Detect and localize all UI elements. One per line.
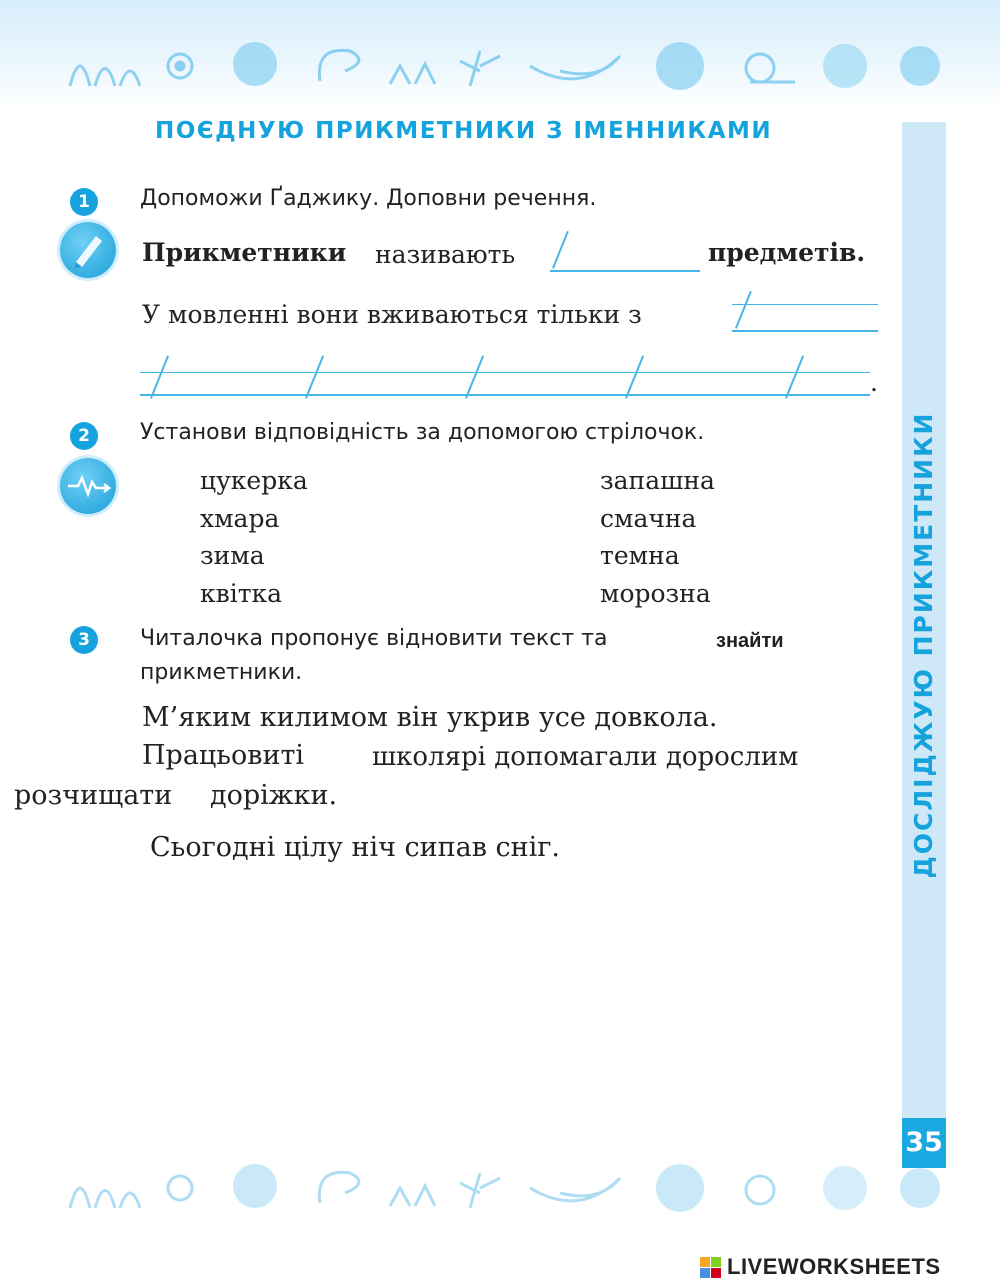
left-word[interactable]: цукерка bbox=[200, 466, 308, 495]
sentence-2-rest[interactable]: школярі допомагали дорослим bbox=[372, 742, 799, 772]
answer-blank-3[interactable] bbox=[140, 372, 870, 396]
sentence-1[interactable]: М’яким килимом він укрив усе довкола. bbox=[142, 702, 718, 733]
watermark-text: LIVEWORKSHEETS bbox=[727, 1254, 941, 1279]
sentence-2-word[interactable]: Працьовиті bbox=[142, 740, 305, 771]
liveworksheets-logo-icon bbox=[700, 1257, 721, 1278]
liveworksheets-watermark bbox=[700, 1252, 941, 1282]
guide-line bbox=[732, 284, 878, 305]
task1-instruction: Допоможи Ґаджику. Доповни речення. bbox=[140, 186, 597, 211]
task3-instruction-addon: знайти bbox=[716, 630, 784, 652]
task1-bold-word: Прикметники bbox=[142, 238, 347, 267]
pencil-icon bbox=[60, 222, 116, 278]
task1-line3-end: . bbox=[870, 368, 878, 397]
task2-number-badge: 2 bbox=[70, 422, 98, 450]
left-word[interactable]: квітка bbox=[200, 579, 283, 608]
sentence-3[interactable]: Сьогодні цілу ніч сипав сніг. bbox=[150, 832, 561, 863]
left-word[interactable]: хмара bbox=[200, 504, 280, 533]
arrow-match-icon bbox=[60, 458, 116, 514]
answer-blank-1[interactable] bbox=[550, 244, 700, 272]
section-title-vertical: ДОСЛІДЖУЮ ПРИКМЕТНИКИ bbox=[909, 411, 938, 879]
page-title: ПОЄДНУЮ ПРИКМЕТНИКИ З ІМЕННИКАМИ bbox=[155, 118, 773, 144]
sentence-2-line2-word[interactable]: розчищати bbox=[14, 780, 173, 811]
answer-blank-2[interactable] bbox=[732, 304, 878, 332]
task3-number-badge: 3 bbox=[70, 626, 98, 654]
task3-instruction-line2: прикметники. bbox=[140, 660, 303, 685]
task2-instruction: Установи відповідність за допомогою стрілочок. bbox=[140, 420, 705, 445]
task3-instruction: Читалочка пропонує відновити текст та bbox=[140, 626, 608, 651]
sentence-2-line2-end[interactable]: доріжки. bbox=[210, 780, 338, 811]
task1-number-badge: 1 bbox=[70, 188, 98, 216]
page-number: 35 bbox=[902, 1118, 946, 1168]
right-word[interactable]: темна bbox=[600, 541, 680, 570]
task1-line1-text: називають bbox=[375, 240, 516, 269]
top-ornament-row bbox=[60, 36, 960, 96]
bottom-ornament-row bbox=[60, 1158, 960, 1218]
right-word[interactable]: запашна bbox=[600, 466, 715, 495]
task1-line2-text: У мовленні вони вживаються тільки з bbox=[142, 300, 642, 329]
guide-line bbox=[140, 352, 870, 373]
task1-line1-end: предметів. bbox=[708, 238, 866, 267]
left-word[interactable]: зима bbox=[200, 541, 265, 570]
right-word[interactable]: смачна bbox=[600, 504, 697, 533]
right-word[interactable]: морозна bbox=[600, 579, 711, 608]
